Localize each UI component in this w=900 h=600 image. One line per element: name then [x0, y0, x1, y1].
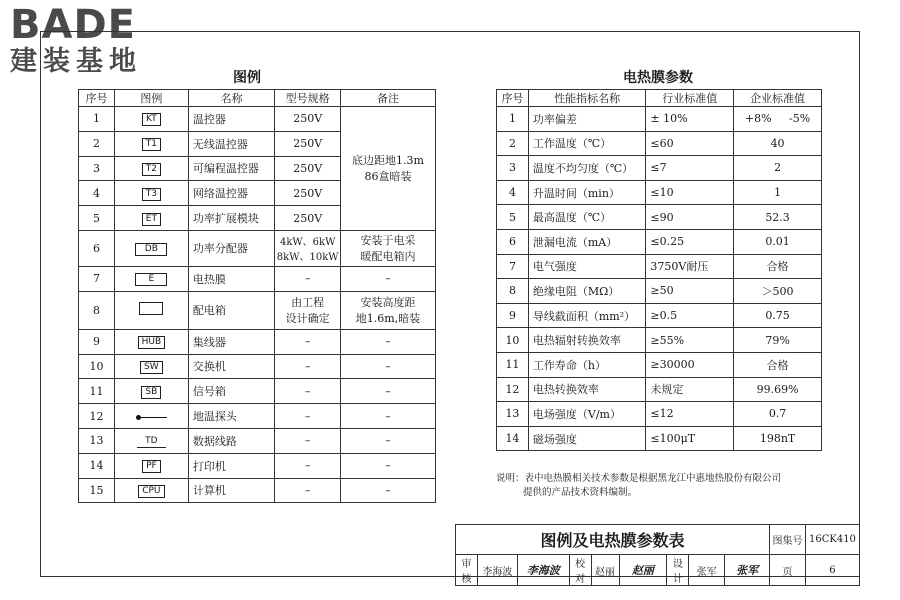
- params-header-industry: 行业标准值: [646, 90, 734, 107]
- row-no: 6: [79, 230, 115, 266]
- review-signature: 李海波: [517, 555, 569, 586]
- row-note: [340, 291, 435, 329]
- row-enterprise: 99.69%: [734, 377, 822, 402]
- legend-header-symbol: 图例: [114, 90, 188, 107]
- row-spec: –: [275, 354, 340, 379]
- row-enterprise: 52.3: [734, 205, 822, 230]
- row-name: 温控器: [188, 107, 275, 132]
- row-industry: 未规定: [646, 377, 734, 402]
- legend-header-row: [79, 90, 436, 107]
- row-name: 工作温度（℃）: [528, 131, 646, 156]
- row-name: 电热辐射转换效率: [528, 328, 646, 353]
- table-row: [79, 266, 436, 291]
- design-name: 张军: [689, 555, 725, 586]
- row-no: 11: [79, 379, 115, 404]
- row-name: 电热转换效率: [528, 377, 646, 402]
- row-spec: –: [275, 404, 340, 429]
- row-note: –: [340, 266, 435, 291]
- row-enterprise: 0.01: [734, 229, 822, 254]
- row-spec: 250V: [275, 181, 340, 206]
- row-no: 12: [497, 377, 529, 402]
- row-spec: 250V: [275, 107, 340, 132]
- row-spec: –: [275, 453, 340, 478]
- table-row: [497, 229, 822, 254]
- table-row: [497, 352, 822, 377]
- row-no: 5: [79, 206, 115, 231]
- row-industry: ≥0.5: [646, 303, 734, 328]
- table-row: [497, 328, 822, 353]
- row-no: 2: [79, 131, 115, 156]
- row-spec: –: [275, 329, 340, 354]
- table-row: [79, 428, 436, 453]
- title-block: [455, 524, 860, 586]
- row-name: 温度不均匀度（℃）: [528, 156, 646, 181]
- row-no: 12: [79, 404, 115, 429]
- row-spec: [275, 291, 340, 329]
- legend-header-note: 备注: [340, 90, 435, 107]
- row-no: 7: [497, 254, 529, 279]
- symbol-cpu-icon: CPU: [138, 485, 164, 498]
- row-name: 计算机: [188, 478, 275, 503]
- row-enterprise: 0.7: [734, 402, 822, 427]
- row-no: 15: [79, 478, 115, 503]
- note-line2: 地1.6m,暗装: [355, 312, 421, 326]
- row-no: 1: [497, 107, 529, 132]
- row-name: 交换机: [188, 354, 275, 379]
- row-spec: 250V: [275, 156, 340, 181]
- legend-header-name: 名称: [188, 90, 275, 107]
- row-name: 功率分配器: [188, 230, 275, 266]
- floor-probe-icon: [136, 415, 167, 420]
- row-industry: ≤7: [646, 156, 734, 181]
- page-label: 页: [770, 555, 806, 586]
- params-header-name: 性能指标名称: [528, 90, 646, 107]
- symbol-hub-icon: HUB: [138, 336, 166, 349]
- row-enterprise: 合格: [734, 352, 822, 377]
- row-name: 电场强度（V/m）: [528, 402, 646, 427]
- row-enterprise: 2: [734, 156, 822, 181]
- row-no: 11: [497, 352, 529, 377]
- table-row: [79, 107, 436, 132]
- row-name: 泄漏电流（mA）: [528, 229, 646, 254]
- check-signature: 赵丽: [619, 555, 667, 586]
- row-name: 数据线路: [188, 428, 275, 453]
- spec-line1: 4kW、6kW: [279, 237, 336, 249]
- row-spec: 250V: [275, 206, 340, 231]
- row-note: –: [340, 379, 435, 404]
- row-industry: ≤60: [646, 131, 734, 156]
- table-row: [79, 453, 436, 478]
- design-signature: 张军: [725, 555, 770, 586]
- row-name: 工作寿命（h）: [528, 352, 646, 377]
- row-name: 绝缘电阻（MΩ）: [528, 279, 646, 304]
- row-no: 9: [79, 329, 115, 354]
- note-line1: 安装于电采: [360, 234, 416, 248]
- table-row: [497, 426, 822, 451]
- row-enterprise: ＞500: [734, 279, 822, 304]
- row-no: 14: [79, 453, 115, 478]
- row-name: 打印机: [188, 453, 275, 478]
- row-no: 13: [79, 428, 115, 453]
- row-no: 14: [497, 426, 529, 451]
- footnote: [496, 472, 781, 500]
- row-spec: [275, 230, 340, 266]
- row-spec: –: [275, 266, 340, 291]
- row-no: 10: [497, 328, 529, 353]
- row-no: 9: [497, 303, 529, 328]
- row-enterprise: 1: [734, 180, 822, 205]
- table-row: [79, 329, 436, 354]
- legend-header-no: 序号: [79, 90, 115, 107]
- table-row: [79, 230, 436, 266]
- table-row: [497, 254, 822, 279]
- merged-note: [340, 107, 435, 231]
- table-row: [497, 377, 822, 402]
- symbol-kt-icon: KT: [142, 113, 161, 126]
- symbol-t1-icon: T1: [142, 138, 161, 151]
- table-row: [497, 107, 822, 132]
- row-note: –: [340, 404, 435, 429]
- params-title: 电热膜参数: [623, 70, 693, 86]
- note-line2: 暖配电箱内: [360, 250, 416, 264]
- row-no: 5: [497, 205, 529, 230]
- row-enterprise: 198nT: [734, 426, 822, 451]
- logo-en: BADE: [10, 2, 136, 48]
- row-no: 3: [497, 156, 529, 181]
- row-name: 电气强度: [528, 254, 646, 279]
- merged-note-line2: 86盒暗装: [364, 170, 412, 184]
- row-note: –: [340, 453, 435, 478]
- logo-cn: 建装基地: [10, 46, 142, 77]
- row-no: 4: [497, 180, 529, 205]
- footnote-line1: 说明：表中电热膜相关技术参数是根据黑龙江中惠地热股份有限公司: [496, 473, 782, 484]
- row-spec: –: [275, 379, 340, 404]
- row-enterprise: 0.75: [734, 303, 822, 328]
- table-row: [497, 156, 822, 181]
- row-name: 功率偏差: [528, 107, 646, 132]
- review-name: 李海波: [477, 555, 517, 586]
- row-name: 信号箱: [188, 379, 275, 404]
- spec-line2: 8kW、10kW: [276, 252, 339, 264]
- page-number: 6: [805, 555, 859, 586]
- row-note: –: [340, 478, 435, 503]
- row-note: –: [340, 329, 435, 354]
- legend-table: [78, 89, 436, 503]
- row-name: 集线器: [188, 329, 275, 354]
- row-name: 可编程温控器: [188, 156, 275, 181]
- spec-line1: 由工程: [291, 296, 325, 310]
- symbol-pf-icon: PF: [142, 460, 161, 473]
- row-name: 配电箱: [188, 291, 275, 329]
- row-name: 导线截面积（mm²）: [528, 303, 646, 328]
- row-name: 电热膜: [188, 266, 275, 291]
- table-row: [497, 205, 822, 230]
- table-row: [79, 404, 436, 429]
- legend-title: 图例: [233, 70, 261, 86]
- row-no: 8: [79, 291, 115, 329]
- row-name: 磁场强度: [528, 426, 646, 451]
- row-no: 13: [497, 402, 529, 427]
- row-no: 2: [497, 131, 529, 156]
- row-industry: ≥55%: [646, 328, 734, 353]
- row-industry: ≤0.25: [646, 229, 734, 254]
- row-industry: 3750V耐压: [646, 254, 734, 279]
- params-header-no: 序号: [497, 90, 529, 107]
- params-header-row: [497, 90, 822, 107]
- row-industry: ≥30000: [646, 352, 734, 377]
- row-industry: ± 10%: [646, 107, 734, 132]
- symbol-t3-icon: T3: [142, 188, 161, 201]
- row-no: 6: [497, 229, 529, 254]
- row-no: 7: [79, 266, 115, 291]
- symbol-t2-icon: T2: [142, 163, 161, 176]
- row-no: 3: [79, 156, 115, 181]
- symbol-e-icon: E: [135, 273, 167, 286]
- row-no: 1: [79, 107, 115, 132]
- row-spec: –: [275, 428, 340, 453]
- row-name: 最高温度（℃）: [528, 205, 646, 230]
- row-enterprise: +8% -5%: [734, 107, 822, 132]
- symbol-sw-icon: SW: [140, 361, 163, 374]
- table-row: [79, 291, 436, 329]
- legend-header-spec: 型号规格: [275, 90, 340, 107]
- distribution-box-icon: [139, 302, 163, 315]
- row-enterprise: 合格: [734, 254, 822, 279]
- table-row: [79, 478, 436, 503]
- atlas-number: 16CK410: [805, 525, 859, 555]
- table-row: [497, 131, 822, 156]
- footnote-line2: 提供的产品技术资料编制。: [523, 487, 638, 498]
- design-label: 设计: [667, 555, 689, 586]
- params-header-enterprise: 企业标准值: [734, 90, 822, 107]
- check-label: 校对: [569, 555, 591, 586]
- table-row: [497, 303, 822, 328]
- atlas-label: 图集号: [770, 525, 806, 555]
- symbol-sb-icon: SB: [141, 386, 161, 399]
- row-industry: ≥50: [646, 279, 734, 304]
- row-name: 无线温控器: [188, 131, 275, 156]
- spec-line2: 设计确定: [285, 312, 330, 326]
- row-industry: ≤10: [646, 180, 734, 205]
- row-enterprise: 40: [734, 131, 822, 156]
- symbol-db-icon: DB: [135, 243, 167, 256]
- row-no: 4: [79, 181, 115, 206]
- symbol-et-icon: ET: [142, 213, 161, 226]
- params-table: [496, 89, 822, 451]
- row-note: –: [340, 428, 435, 453]
- check-name: 赵丽: [591, 555, 619, 586]
- row-note: [340, 230, 435, 266]
- table-row: [497, 402, 822, 427]
- table-row: [497, 279, 822, 304]
- row-name: 升温时间（min）: [528, 180, 646, 205]
- row-industry: ≤90: [646, 205, 734, 230]
- table-row: [79, 354, 436, 379]
- table-row: [497, 180, 822, 205]
- row-name: 地温探头: [188, 404, 275, 429]
- note-line1: 安装高度距: [360, 296, 416, 310]
- row-industry: ≤12: [646, 402, 734, 427]
- row-no: 10: [79, 354, 115, 379]
- row-name: 功率扩展模块: [188, 206, 275, 231]
- symbol-td-icon: TD: [137, 436, 165, 448]
- row-no: 8: [497, 279, 529, 304]
- row-spec: 250V: [275, 131, 340, 156]
- row-industry: ≤100μT: [646, 426, 734, 451]
- row-spec: –: [275, 478, 340, 503]
- table-row: [79, 379, 436, 404]
- merged-note-line1: 底边距地1.3m: [351, 154, 424, 168]
- row-enterprise: 79%: [734, 328, 822, 353]
- row-note: –: [340, 354, 435, 379]
- review-label: 审核: [456, 555, 478, 586]
- sheet-title: 图例及电热膜参数表: [456, 525, 770, 555]
- row-name: 网络温控器: [188, 181, 275, 206]
